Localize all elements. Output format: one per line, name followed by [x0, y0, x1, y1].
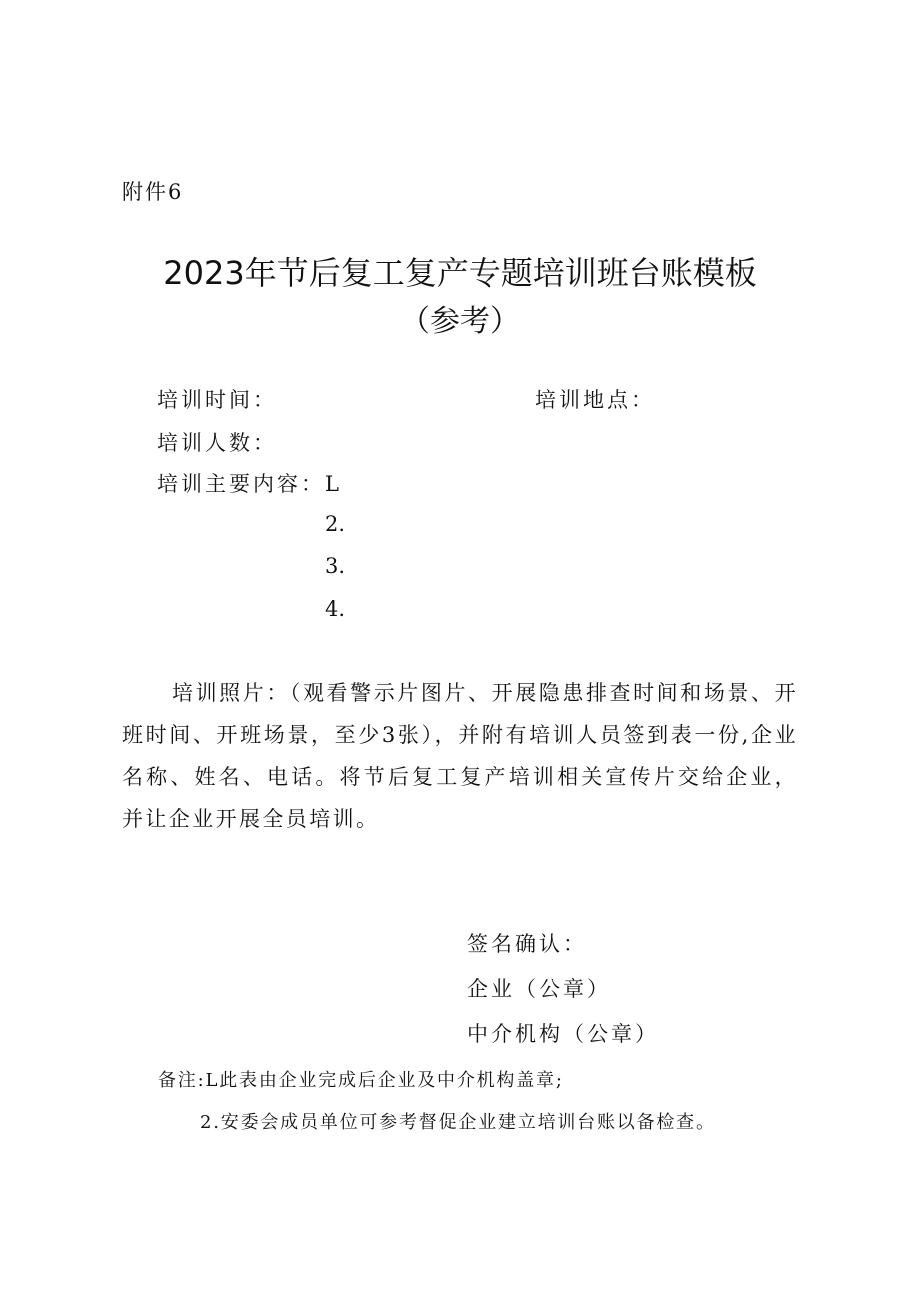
content-item-4: 4.: [325, 597, 346, 621]
remark-line-2: 2.安委会成员单位可参考督促企业建立培训台账以备检查。: [200, 1112, 716, 1133]
content-item-3: 3.: [325, 554, 346, 578]
training-count-label: 培训人数：: [157, 431, 277, 455]
training-time-label: 培训时间：: [157, 388, 277, 412]
document-subtitle: （参考）: [400, 304, 520, 339]
remark-line-1: 备注:L此表由企业完成后企业及中介机构盖章;: [158, 1070, 564, 1091]
content-item-2: 2.: [325, 512, 346, 536]
agency-seal-label: 中介机构（公章）: [467, 1022, 659, 1046]
document-title: 2023年节后复工复产专题培训班台账模板: [163, 254, 757, 292]
company-seal-label: 企业（公章）: [467, 977, 611, 1001]
training-content-label: 培训主要内容：L: [157, 472, 342, 496]
attachment-label: 附件6: [122, 180, 184, 204]
training-place-label: 培训地点：: [535, 388, 655, 412]
training-photos-paragraph: 培训照片：（观看警示片图片、开展隐患排查时间和场景、开班时间、开班场景，至少3张），并附有培训人员签到表一份,企业名称、姓名、电话。将节后复工复产培训相关宣传片交给企业，并让企业开展全员培训。: [122, 681, 798, 831]
signature-confirm-label: 签名确认：: [467, 932, 587, 956]
